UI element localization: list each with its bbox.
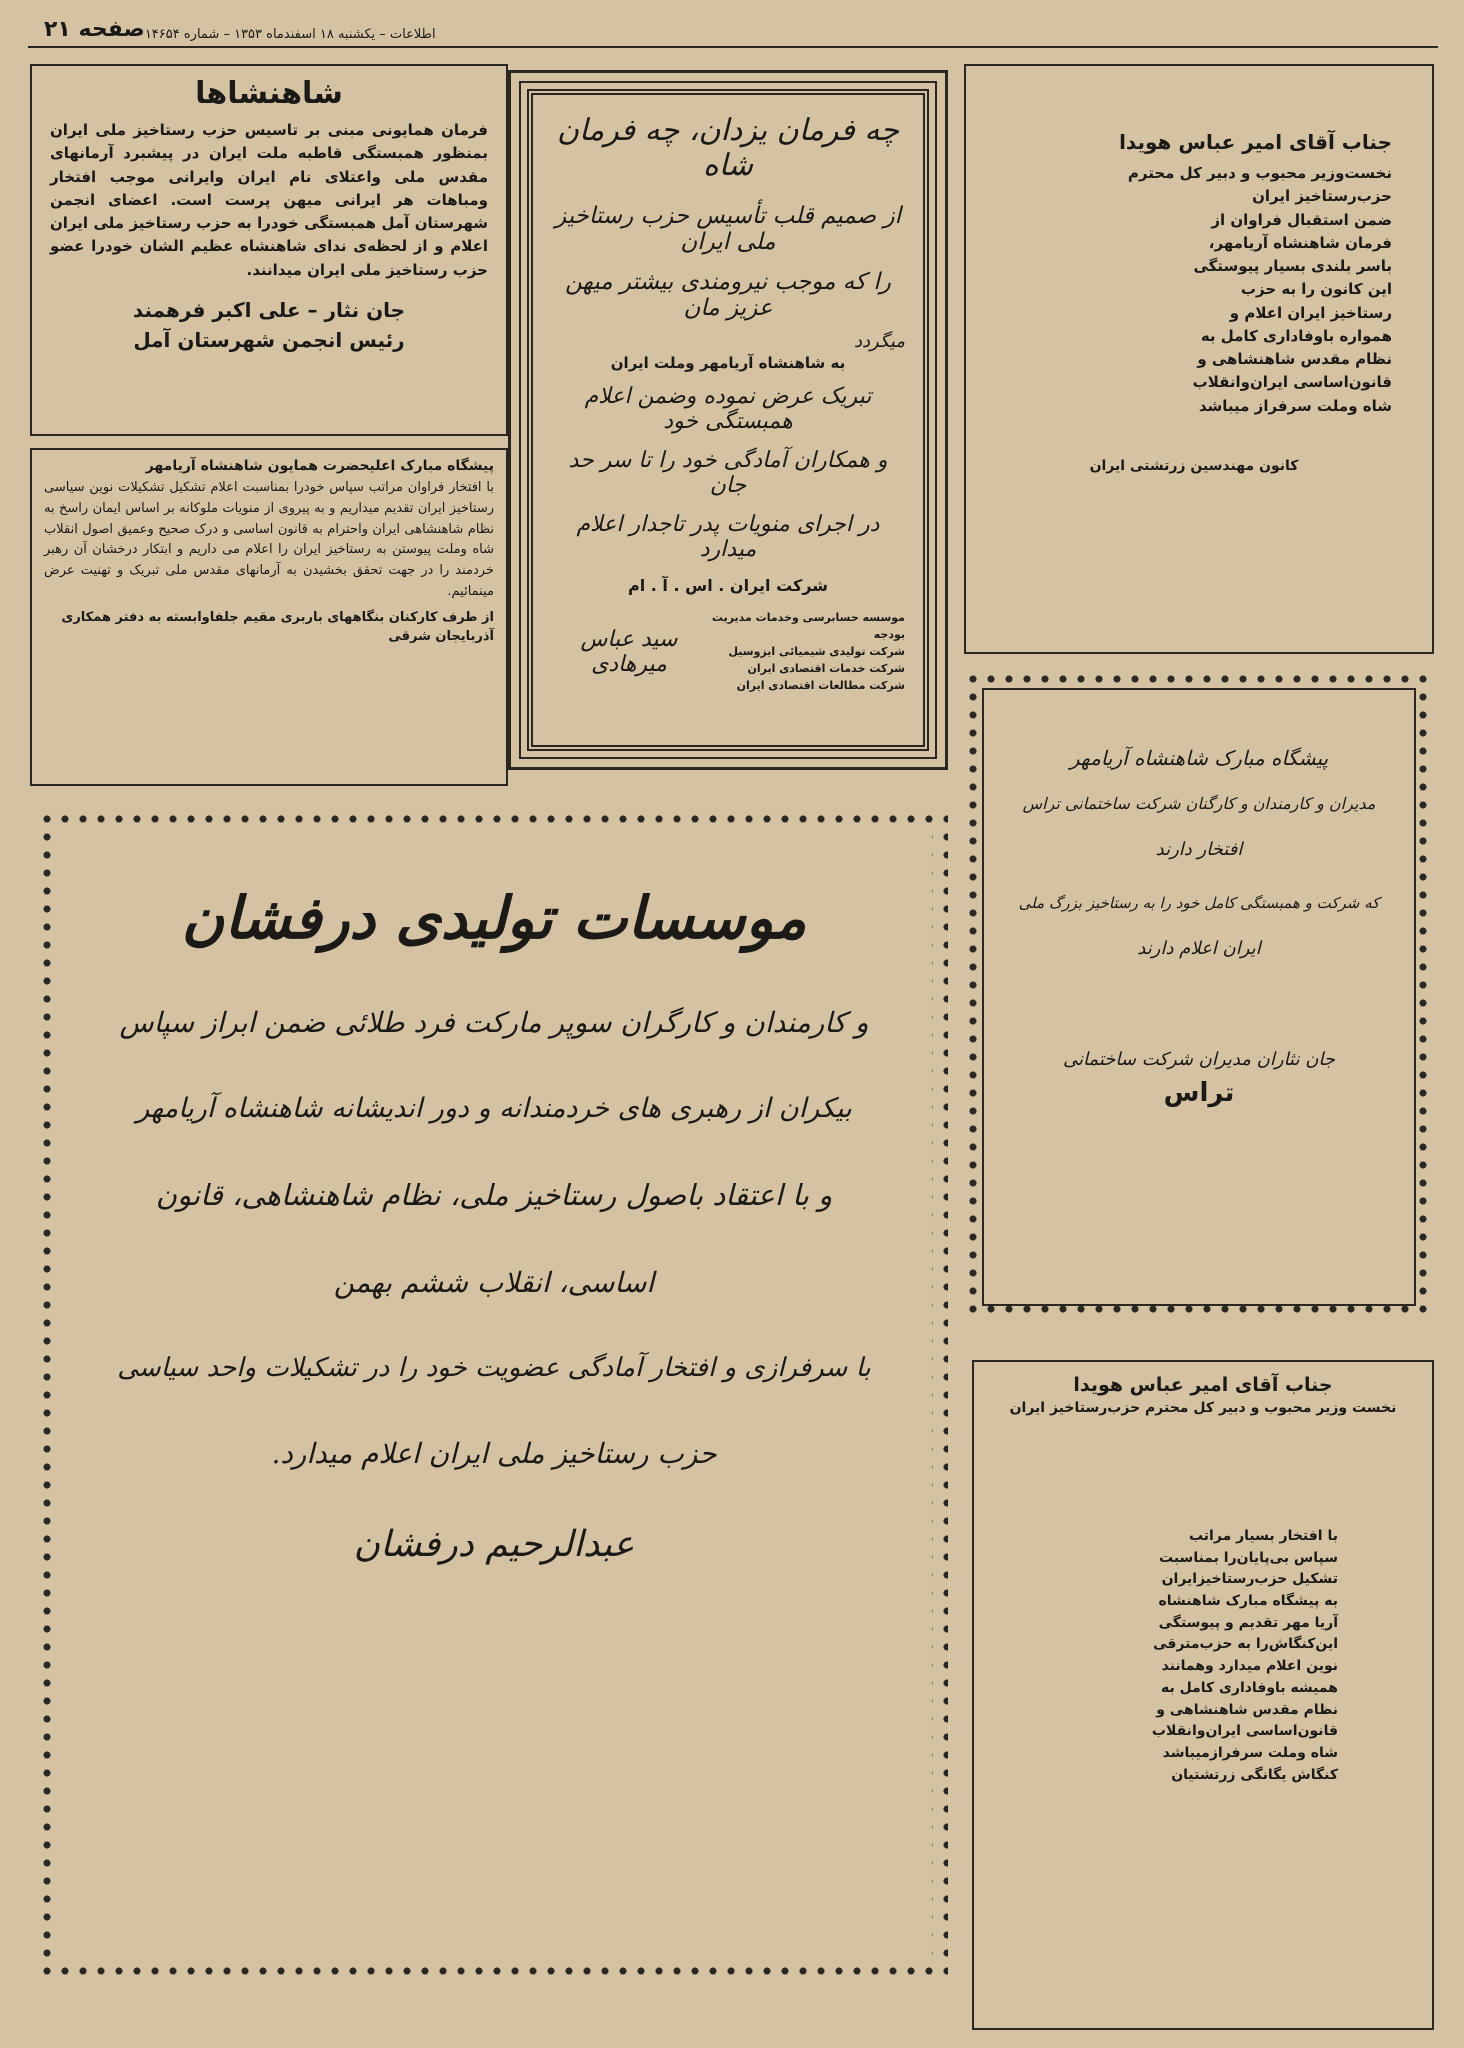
council-subtitle: نخست وزیر محبوب و دبیر کل محترم حزب‌رستاخیز ایران [1009,1400,1397,1416]
amol-announcement [30,64,508,436]
teras-line-2: مدیران و کارمندان و کارگنان شرکت ساختمانی تراس [1022,794,1376,813]
derafshan-line-1: و کارمندان و کارگران سوپر مارکت فرد طلائی ضمن ابراز سپاس [119,1006,869,1039]
derafshan-line-2: بیکران از رهبری های خردمندانه و دور اندیشانه شاهنشاه آریامهر [136,1093,852,1124]
iran-sam-line-4: به شاهنشاه آریامهر وملت ایران [610,354,846,372]
engineers-line-1: نخست‌وزیر محبوب و دبیر کل محترم [1127,164,1392,182]
iran-sam-line-7: در اجرای منویات پدر تاجدار اعلام میدارد [576,512,880,562]
zoroastrian-engineers-announcement [964,64,1434,654]
org-2: شرکت تولیدی شیمیائی ایزوسیل [728,645,905,659]
masthead [28,14,1438,48]
engineers-line-8: همواره باوفاداری کامل به [1200,326,1392,345]
council-line-1: با افتخار بسیار مراتب [1188,1528,1338,1544]
iran-sam-line-2: را که موجب نیرومندی بیشتر میهن عزیز مان [565,269,891,321]
issue-info: اطلاعات – یکشنبه ۱۸ اسفندماه ۱۳۵۳ – شماره ۱۴۶۵۴ [144,27,436,42]
amol-body: فرمان همایونی مبنی بر تاسیس حزب رستاخیز ملی ایران بمنظور همبستگی قاطبه ملت ایران در پیشبرد آرمانهای مقدس ملی واعتلای نام ایران وایرانی موجب افتخار ومباهات هر ایرانی میهن پرست است. اعضای انجمن شهرستان آمل همبستگی خودرا به حزب رستاخیز ملی ایران اعلام و از لحظه‌ی ندای شاهنشاه عظیم الشان خودرا عضو حزب رستاخیز ملی ایران میدانند. [50,121,488,279]
council-title: جناب آقای امیر عباس هویدا [1073,1374,1333,1396]
engineers-line-3: ضمن استقبال فراوان از [1211,210,1392,229]
council-line-10: قانون‌اساسی ایران‌وانقلاب [1151,1723,1338,1740]
council-body [988,1526,1418,1786]
teras-line-3: افتخار دارند [1155,839,1243,860]
teras-line-5: ایران اعلام دارند [1137,938,1261,959]
iran-sam-company: شرکت ایران . اس . آ . ام [628,576,828,595]
amol-position: رئیس انجمن شهرستان آمل [133,327,405,352]
engineers-line-2: حزب‌رستاخیز ایران [1252,187,1392,206]
teras-line-1: پیشگاه مبارک شاهنشاه آریامهر [1069,746,1329,770]
engineers-body [996,162,1392,418]
council-line-12: کنگاش یگانگی زرتشتیان [1171,1766,1338,1783]
council-line-5: آریا مهر تقدیم و پیوستگی [1158,1614,1338,1631]
engineers-signature: کانون مهندسین زرتشتی ایران [1089,457,1299,474]
engineers-title: جناب آقای امیر عباس هویدا [1119,130,1392,154]
derafshan-title: موسسات تولیدی درفشان [181,884,807,952]
iran-sam-line-5: تبریک عرض نموده وضمن اعلام همبستگی خود [584,384,872,434]
council-line-11: شاه وملت سرفرازمیباشد [1162,1744,1338,1761]
engineers-line-4: فرمان شاهنشاه آریامهر، [1208,233,1392,252]
council-line-9: نظام مقدس شاهنشاهی و [1156,1701,1338,1718]
teras-company: تراس [1163,1078,1235,1108]
amol-title: شاهنشاها [195,76,343,111]
engineers-line-5: باسر بلندی بسیار پیوستگی [1193,257,1392,275]
council-line-2: سپاس بی‌پایان‌را بمناسبت [1159,1549,1338,1566]
derafshan-line-3: و با اعتقاد باصول رستاخیز ملی، نظام شاهنشاهی، قانون [155,1178,833,1212]
council-line-6: این‌کنگاش‌را به حزب‌مترقی [1153,1636,1338,1653]
garage-body: با افتخار فراوان مراتب سپاس خودرا بمناسبت اعلام تشکیل تشکیلات نوین سیاسی رستاخیز ایران تقدیم میداریم و به پیروی از منویات ملوکانه بر اساس ایمان راسخ به نظام شاهنشاهی ایران واحترام به قانون اساسی و درک صحیح وعمیق اصول انقلاب شاه وملت پیوستن به رستاخیز ایران را اعلام می داریم و ابتکار درخشان آن رهبر خردمند را در جهت تحقق بخشیدن به آرمانهای مقدس ملی تبریک و تهنیت عرض مینمائیم. [44,480,494,599]
page-number: صفحه ۲۱ [44,17,145,42]
engineers-line-10: قانون‌اساسی ایران‌وانقلاب [1192,373,1392,392]
derafshan-announcement [56,828,932,1966]
iran-sam-line-3: میگردد [854,331,905,352]
teras-signature: جان نثاران مدیران شرکت ساختمانی [1062,1049,1336,1070]
zoroastrian-council-announcement [972,1360,1434,2030]
council-line-8: همیشه باوفاداری کامل به [1161,1679,1338,1696]
iran-sam-orgs [707,609,905,694]
iran-sam-signature: سید عباس میرهادی [580,626,678,677]
engineers-line-7: رستاخیز ایران اعلام و [1229,303,1392,322]
teras-announcement [982,688,1416,1306]
teras-line-4: که شرکت و همبستگی کامل خود را به رستاخیز بزرگ ملی [1018,894,1380,912]
council-line-4: به پیشگاه مبارک شاهنشاه [1158,1593,1338,1610]
derafshan-signature: عبدالرحیم درفشان [353,1524,635,1565]
org-1: موسسه حسابرسی وخدمات مدیریت بودجه [711,611,905,642]
derafshan-line-6: حزب رستاخیز ملی ایران اعلام میدارد. [271,1437,717,1470]
garage-title: پیشگاه مبارک اعلیحضرت همایون شاهنشاه آریامهر [145,458,494,474]
derafshan-line-4: اساسی، انقلاب ششم بهمن [333,1266,655,1299]
garage-announcement [30,448,508,786]
engineers-line-11: شاه وملت سرفراز میباشد [1198,396,1392,415]
iran-sam-line-6: و همکاران آمادگی خود را تا سر حد جان [568,448,888,498]
garage-signature: از طرف کارکنان بنگاههای باربری مقیم جلفاوابسته به دفتر همکاری آذربایجان شرقی [61,609,494,644]
org-4: شرکت مطالعات اقتصادی ایران [736,679,905,693]
council-line-3: تشکیل حزب‌رستاخیز‌ایران [1161,1571,1338,1588]
council-line-7: نوین اعلام میدارد وهمانند [1161,1658,1338,1675]
org-3: شرکت خدمات اقتصادی ایران [747,662,905,676]
derafshan-line-5: با سرفرازی و افتخار آمادگی عضویت خود را در تشکیلات واحد سیاسی [117,1353,871,1383]
engineers-line-9: نظام مقدس شاهنشاهی و [1197,350,1392,368]
iran-sam-heading: چه فرمان یزدان، چه فرمان شاه [557,113,899,183]
iran-sam-announcement [508,70,948,770]
iran-sam-line-1: از صمیم قلب تأسیس حزب رستاخیز ملی ایران [555,203,901,255]
engineers-line-6: این کانون را به حزب [1240,280,1392,299]
amol-signature: جان نثار – علی اکبر فرهمند [132,297,406,322]
